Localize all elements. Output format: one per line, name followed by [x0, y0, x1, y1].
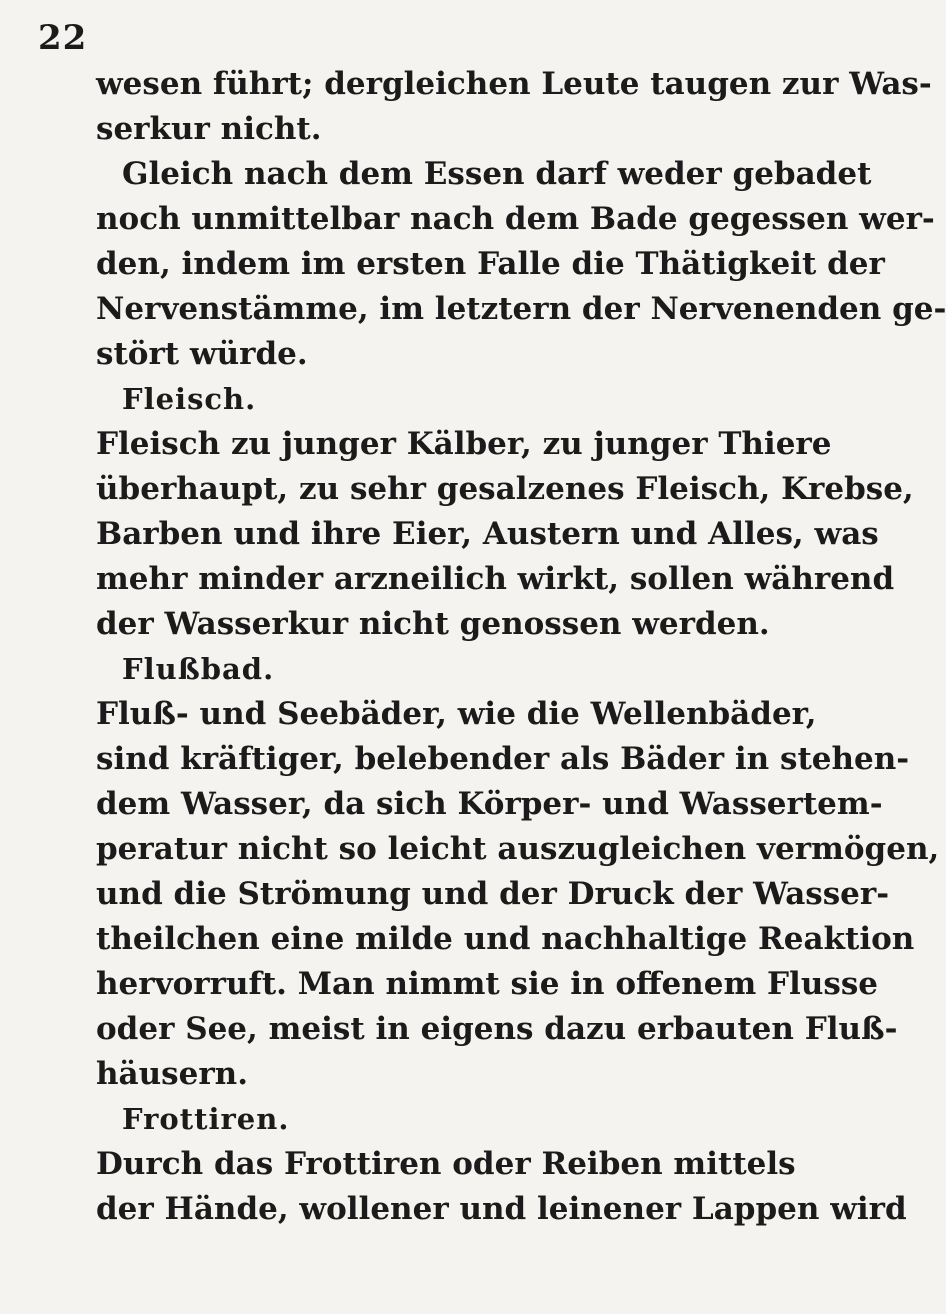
section-heading-flussbad: Flußbad. — [122, 652, 275, 686]
page-number: 22 — [38, 18, 88, 58]
text-line: hervorruft. Man nimmt sie in offenem Flusse — [96, 966, 878, 1002]
text-line: Fleisch zu junger Kälber, zu junger Thiere — [96, 426, 832, 462]
text-line: Gleich nach dem Essen darf weder gebadet — [122, 156, 872, 192]
text-line: Nervenstämme, im letztern der Nervenenden ge- — [96, 291, 946, 327]
text-line: der Wasserkur nicht genossen werden. — [96, 606, 770, 642]
text-line: serkur nicht. — [96, 111, 322, 147]
text-line: häusern. — [96, 1056, 249, 1092]
text-line: sind kräftiger, belebender als Bäder in stehen- — [96, 741, 910, 777]
text-line: wesen führt; dergleichen Leute taugen zur Was- — [96, 66, 932, 102]
text-line: dem Wasser, da sich Körper- und Wassertem- — [96, 786, 883, 822]
section-heading-fleisch: Fleisch. — [122, 382, 257, 416]
text-line: Barben und ihre Eier, Austern und Alles, was — [96, 516, 879, 552]
text-line: Fluß- und Seebäder, wie die Wellenbäder, — [96, 696, 817, 732]
text-line: stört würde. — [96, 336, 308, 372]
text-line: und die Strömung und der Druck der Wasser- — [96, 876, 890, 912]
body-text — [96, 62, 946, 1232]
text-line: mehr minder arzneilich wirkt, sollen während — [96, 561, 895, 597]
text-line: oder See, meist in eigens dazu erbauten Fluß- — [96, 1011, 898, 1047]
text-line: peratur nicht so leicht auszugleichen vermögen, — [96, 831, 940, 867]
text-line: Durch das Frottiren oder Reiben mittels — [96, 1146, 796, 1182]
text-line: theilchen eine milde und nachhaltige Reaktion — [96, 921, 915, 957]
text-line: der Hände, wollener und leinener Lappen wird — [96, 1191, 907, 1227]
text-line: noch unmittelbar nach dem Bade gegessen wer- — [96, 201, 935, 237]
text-line: überhaupt, zu sehr gesalzenes Fleisch, Krebse, — [96, 471, 914, 507]
text-line: den, indem im ersten Falle die Thätigkeit der — [96, 246, 885, 282]
section-heading-frottiren: Frottiren. — [122, 1102, 290, 1136]
